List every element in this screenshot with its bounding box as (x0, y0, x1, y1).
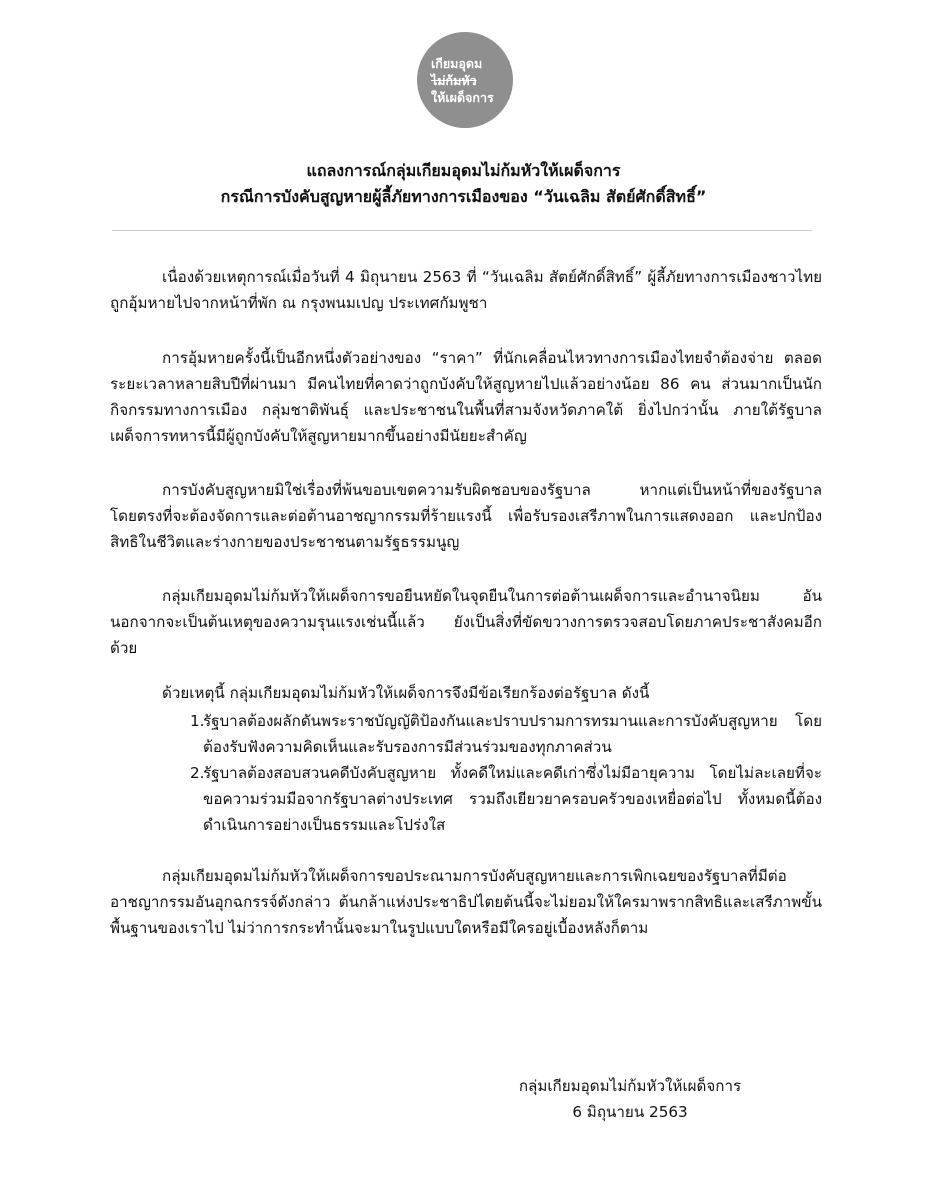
demand-number: 1. (190, 712, 205, 730)
paragraph-3: การบังคับสูญหายมิใช่เรื่องที่พ้นขอบเขตความรับผิดชอบของรัฐบาล หากแต่เป็นหน้าที่ของรัฐบาลโดยตรงที่จะต้องจัดการและต่อต้านอาชญากรรมที่ร้ายแรงนี้ เพื่อรับรองเสรีภาพในการแสดงออก และปกป้องสิทธิในชีวิตและร่างกายของประชาชนตามรัฐธรรมนูญ (110, 481, 822, 551)
group-logo (417, 32, 513, 128)
title-divider (112, 230, 812, 231)
logo-line-2: ไม่ก้มหัว (431, 72, 477, 88)
demand-item (110, 708, 822, 760)
paragraph-1: เนื่องด้วยเหตุการณ์เมื่อวันที่ 4 มิถุนายน 2563 ที่ “วันเฉลิม สัตย์ศักดิ์สิทธิ์” ผู้ลี้ภัยทางการเมืองชาวไทยถูกอุ้มหายไปจากหน้าที่พัก ณ กรุงพนมเปญ ประเทศกัมพูชา (110, 268, 822, 312)
signature-org: กลุ่มเกียมอุดมไม่ก้มหัวให้เผด็จการ (518, 1077, 742, 1095)
paragraph-2: การอุ้มหายครั้งนี้เป็นอีกหนึ่งตัวอย่างของ “ราคา” ที่นักเคลื่อนไหวทางการเมืองไทยจำต้องจ่าย ตลอดระยะเวลาหลายสิบปีที่ผ่านมา มีคนไทยที่คาดว่าถูกบังคับให้สูญหายไปแล้วอย่างน้อย 86 คน ส่วนมากเป็นนักกิจกรรมทางการเมือง กลุ่มชาติพันธุ์ และประชาชนในพื้นที่สามจังหวัดภาคใต้ ยิ่งไปกว่านั้น ภายใต้รัฐบาลเผด็จการทหารนี้มีผู้ถูกบังคับให้สูญหายมากขึ้นอย่างมีนัยยะสำคัญ (110, 349, 822, 445)
logo-line-1: เกียมอุดม (431, 55, 483, 71)
demand-text: รัฐบาลต้องผลักดันพระราชบัญญัติป้องกันและปราบปรามการทรมานและการบังคับสูญหาย โดยต้องรับฟังความคิดเห็นและรับรองการมีส่วนร่วมของทุกภาคส่วน (203, 712, 822, 756)
demand-number: 2. (190, 764, 205, 782)
logo-line-3: ให้เผด็จการ (431, 89, 494, 105)
paragraph-4: กลุ่มเกียมอุดมไม่ก้มหัวให้เผด็จการขอยืนหยัดในจุดยืนในการต่อต้านเผด็จการและอำนาจนิยม อันนอกจากจะเป็นต้นเหตุของความรุนแรงเช่นนี้แล้ว ยังเป็นสิ่งที่ขัดขวางการตรวจสอบโดยภาคประชาสังคมอีกด้วย (110, 587, 822, 657)
statement-title: แถลงการณ์กลุ่มเกียมอุดมไม่ก้มหัวให้เผด็จการ (306, 161, 621, 180)
demand-text: รัฐบาลต้องสอบสวนคดีบังคับสูญหาย ทั้งคดีใหม่และคดีเก่าซึ่งไม่มีอายุความ โดยไม่ละเลยที่จะขอความร่วมมือจากรัฐบาลต่างประเทศ รวมถึงเยียวยาครอบครัวของเหยื่อต่อไป ทั้งหมดนี้ต้องดำเนินการอย่างเป็นธรรมและโปร่งใส (203, 764, 822, 834)
statement-subtitle: กรณีการบังคับสูญหายผู้ลี้ภัยทางการเมืองของ “วันเฉลิม สัตย์ศักดิ์สิทธิ์” (220, 187, 707, 206)
demand-item (110, 760, 822, 838)
signature-date: 6 มิถุนายน 2563 (572, 1103, 688, 1121)
paragraph-6: กลุ่มเกียมอุดมไม่ก้มหัวให้เผด็จการขอประณามการบังคับสูญหายและการเพิกเฉยของรัฐบาลที่มีต่ออาชญากรรมอันอุกฉกรรจ์ดังกล่าว ต้นกล้าแห่งประชาธิปไตยต้นนี้จะไม่ยอมให้ใครมาพรากสิทธิและเสรีภาพขั้นพื้นฐานของเราไป ไม่ว่าการกระทำนั้นจะมาในรูปแบบใดหรือมีใครอยู่เบื้องหลังก็ตาม (110, 867, 822, 937)
paragraph-5-demands-intro: ด้วยเหตุนี้ กลุ่มเกียมอุดมไม่ก้มหัวให้เผด็จการจึงมีข้อเรียกร้องต่อรัฐบาล ดังนี้ (162, 684, 650, 702)
demands-list (110, 708, 822, 838)
